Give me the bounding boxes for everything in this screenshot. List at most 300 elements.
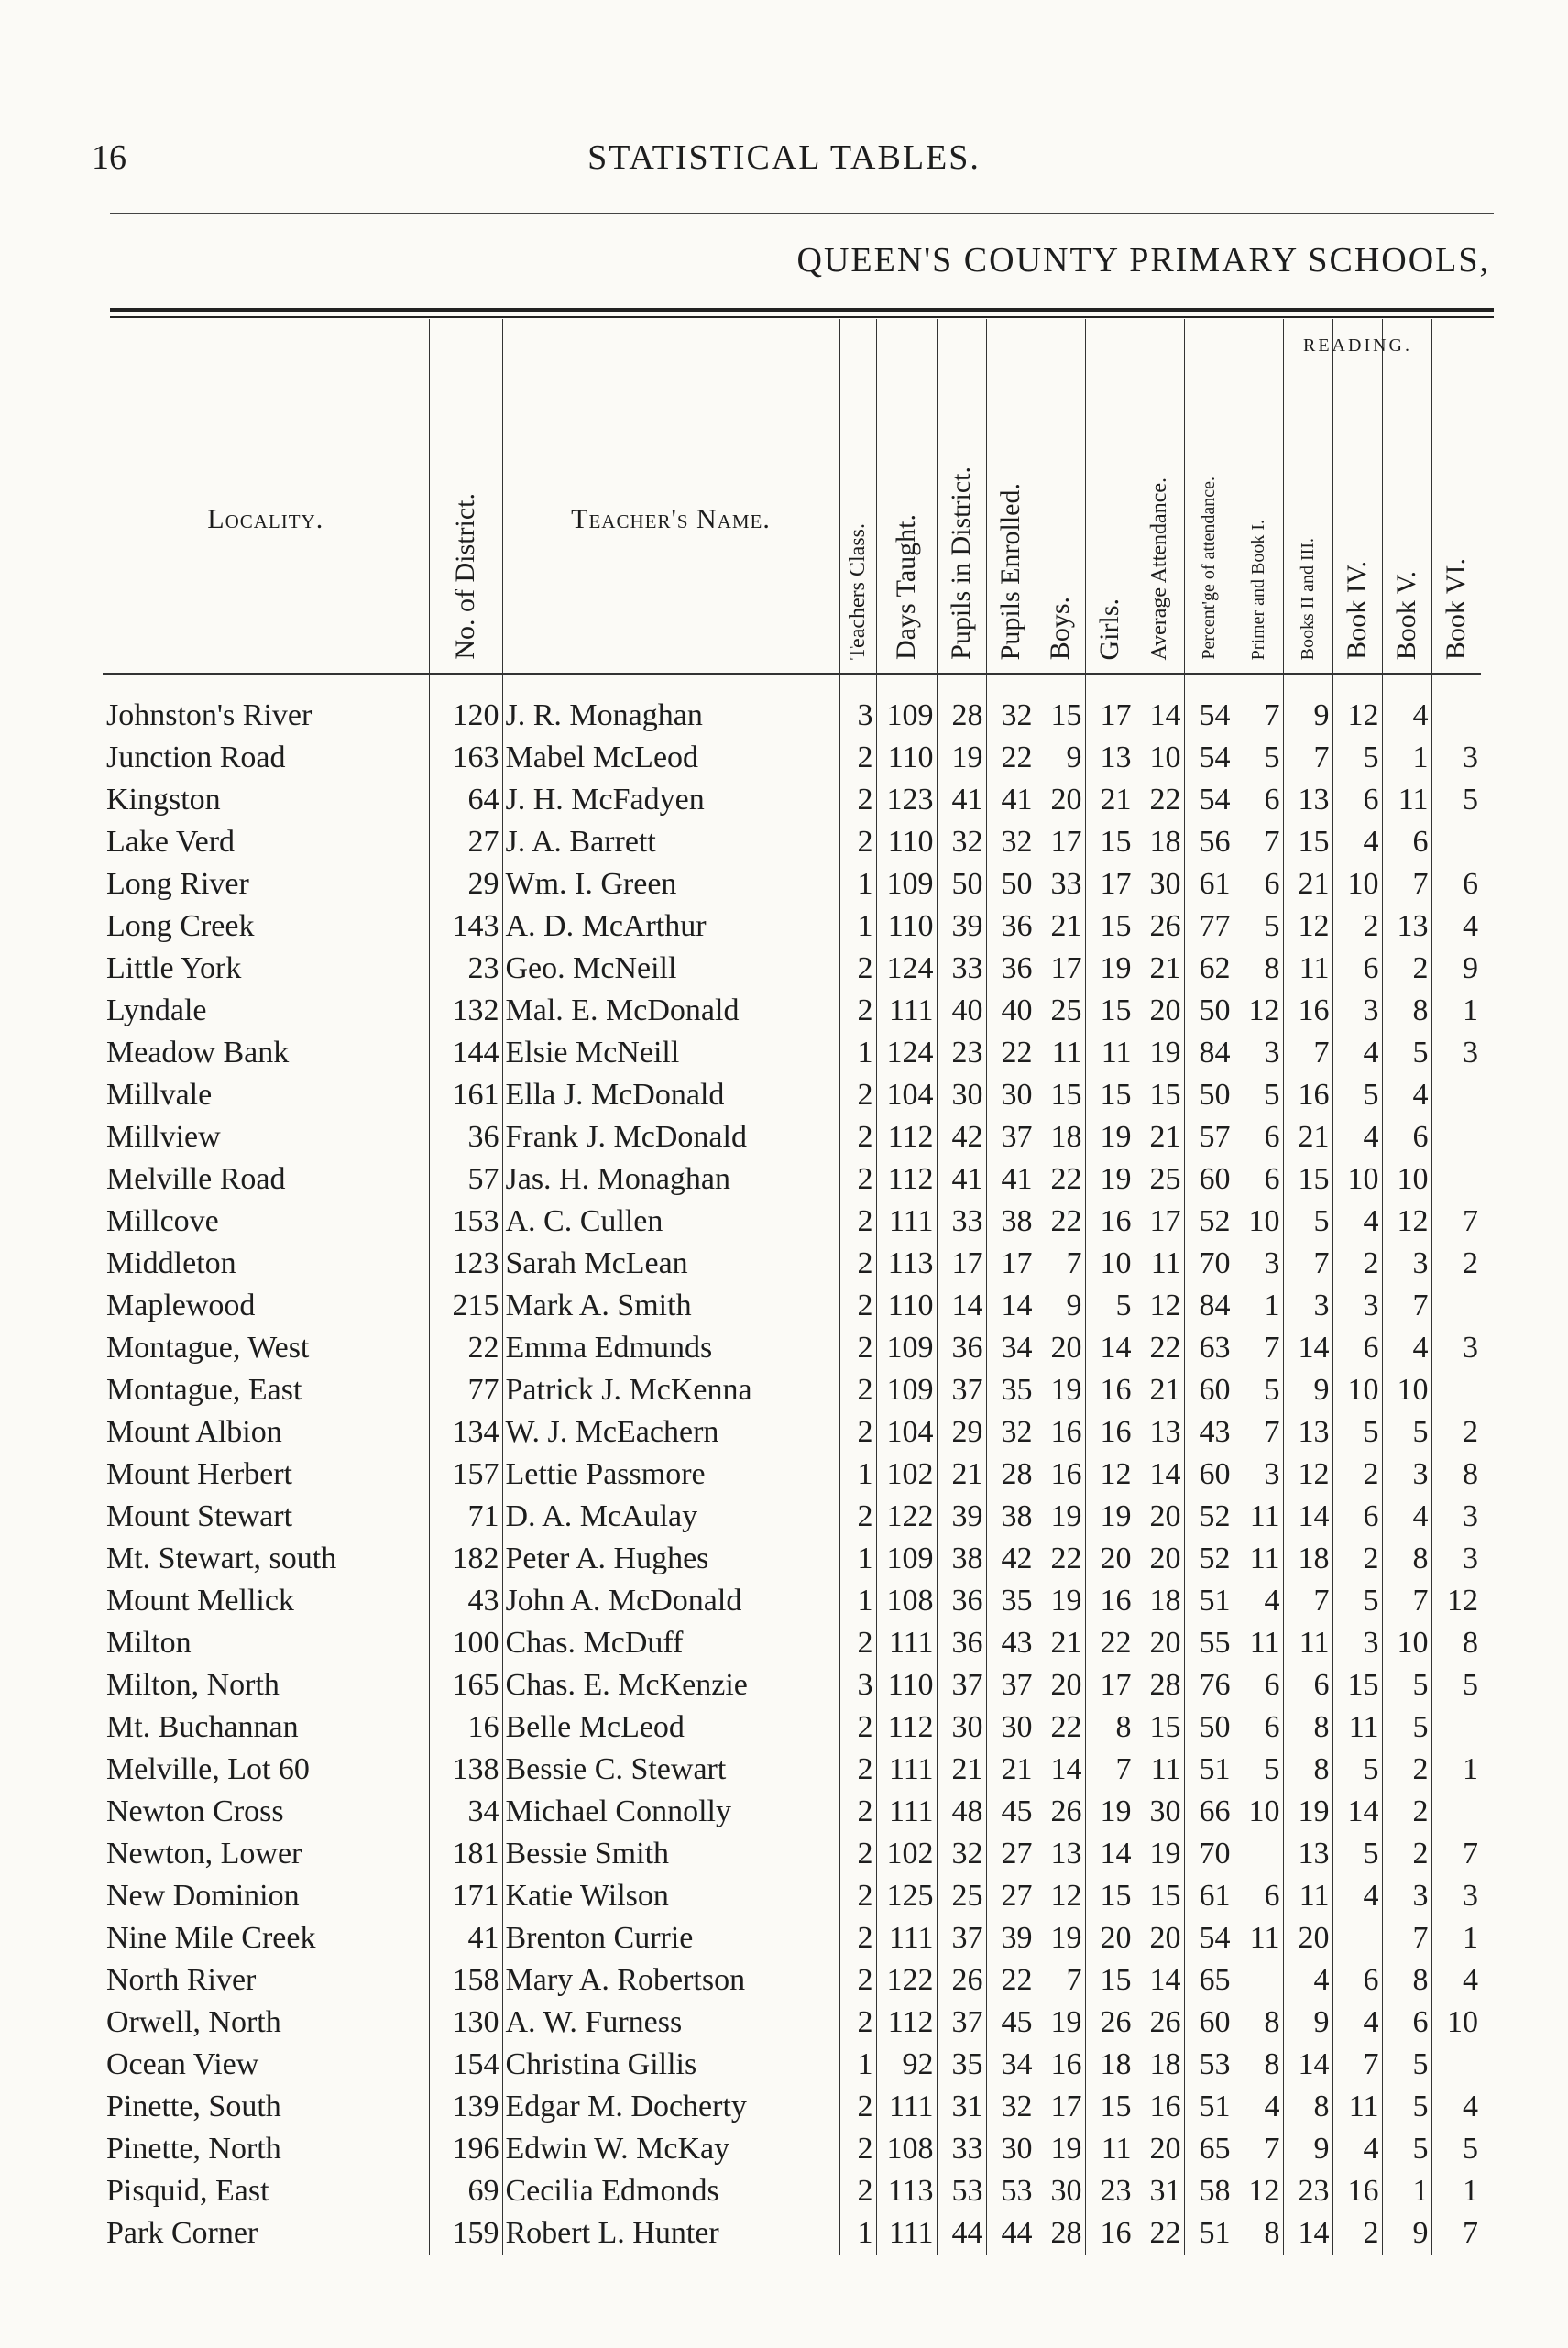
cell-girls: 16: [1085, 1201, 1135, 1243]
cell-girls: 17: [1085, 1664, 1135, 1706]
cell-days-taught: 104: [876, 1411, 937, 1454]
col-header-books-2-3: Books II and III.: [1283, 319, 1332, 674]
cell-pupils-district: 29: [937, 1411, 986, 1454]
cell-percent-attendance: 54: [1184, 674, 1234, 737]
cell-pupils-enrolled: 45: [986, 1791, 1036, 1833]
cell-primer: 5: [1234, 1749, 1283, 1791]
cell-girls: 22: [1085, 1622, 1135, 1664]
cell-primer: 3: [1234, 1454, 1283, 1496]
cell-district-no: 153: [429, 1201, 502, 1243]
cell-district-no: 16: [429, 1706, 502, 1749]
cell-days-taught: 104: [876, 1074, 937, 1116]
cell-pupils-district: 21: [937, 1454, 986, 1496]
cell-pupils-enrolled: 40: [986, 990, 1036, 1032]
cell-locality: Middleton: [106, 1246, 236, 1280]
cell-girls: 23: [1085, 2170, 1135, 2212]
cell-books-2-3: 3: [1283, 1285, 1332, 1327]
table-row: [103, 1664, 1481, 1706]
cell-pupils-district: 33: [937, 1201, 986, 1243]
cell-locality: Nine Mile Creek: [106, 1921, 316, 1955]
cell-primer: 10: [1234, 1201, 1283, 1243]
table-row: [103, 2044, 1481, 2086]
cell-boys: 7: [1036, 1959, 1085, 2002]
cell-girls: 20: [1085, 1917, 1135, 1959]
cell-avg-attendance: 16: [1135, 2086, 1184, 2128]
cell-avg-attendance: 15: [1135, 1074, 1184, 1116]
table-row: [103, 948, 1481, 990]
cell-teacher: Frank J. McDonald: [502, 1116, 839, 1158]
cell-book-6: [1431, 1116, 1481, 1158]
cell-books-2-3: 11: [1283, 948, 1332, 990]
cell-locality: Mount Stewart: [106, 1499, 293, 1533]
cell-days-taught: 113: [876, 1243, 937, 1285]
cell-teachers-class: 2: [839, 2128, 876, 2170]
cell-girls: 16: [1085, 1411, 1135, 1454]
cell-pupils-enrolled: 38: [986, 1201, 1036, 1243]
cell-boys: 19: [1036, 2002, 1085, 2044]
cell-district-no: 22: [429, 1327, 502, 1369]
cell-book-6: 7: [1431, 2212, 1481, 2255]
cell-teacher: Edwin W. McKay: [502, 2128, 839, 2170]
cell-percent-attendance: 51: [1184, 1580, 1234, 1622]
cell-book-6: 5: [1431, 2128, 1481, 2170]
cell-district-no: 143: [429, 905, 502, 948]
header-rule: [110, 213, 1494, 214]
cell-girls: 12: [1085, 1454, 1135, 1496]
cell-primer: 5: [1234, 1369, 1283, 1411]
table-row: [103, 1917, 1481, 1959]
cell-pupils-district: 39: [937, 1496, 986, 1538]
cell-primer: 5: [1234, 737, 1283, 779]
cell-pupils-district: 41: [937, 1158, 986, 1201]
cell-boys: 12: [1036, 1875, 1085, 1917]
cell-girls: 14: [1085, 1327, 1135, 1369]
cell-book-4: 5: [1332, 737, 1382, 779]
cell-book-6: 2: [1431, 1411, 1481, 1454]
cell-primer: 6: [1234, 1875, 1283, 1917]
cell-primer: 12: [1234, 990, 1283, 1032]
cell-pupils-district: 14: [937, 1285, 986, 1327]
cell-days-taught: 110: [876, 1664, 937, 1706]
cell-book-4: 6: [1332, 1959, 1382, 2002]
cell-book-6: 9: [1431, 948, 1481, 990]
cell-district-no: 29: [429, 863, 502, 905]
cell-pupils-district: 37: [937, 1664, 986, 1706]
cell-books-2-3: 6: [1283, 1664, 1332, 1706]
cell-days-taught: 112: [876, 1158, 937, 1201]
cell-pupils-enrolled: 34: [986, 1327, 1036, 1369]
cell-days-taught: 102: [876, 1833, 937, 1875]
cell-district-no: 215: [429, 1285, 502, 1327]
cell-boys: 16: [1036, 1411, 1085, 1454]
cell-days-taught: 111: [876, 2086, 937, 2128]
table-row: [103, 2170, 1481, 2212]
cell-teacher: Mabel McLeod: [502, 737, 839, 779]
cell-teachers-class: 2: [839, 1917, 876, 1959]
cell-days-taught: 112: [876, 1116, 937, 1158]
cell-pupils-district: 38: [937, 1538, 986, 1580]
cell-percent-attendance: 61: [1184, 1875, 1234, 1917]
cell-teachers-class: 2: [839, 1158, 876, 1201]
cell-book-6: [1431, 674, 1481, 737]
cell-avg-attendance: 22: [1135, 1327, 1184, 1369]
table-row: [103, 1959, 1481, 2002]
cell-avg-attendance: 11: [1135, 1243, 1184, 1285]
cell-primer: 4: [1234, 2086, 1283, 2128]
col-header-boys: Boys.: [1036, 319, 1085, 674]
cell-pupils-enrolled: 22: [986, 1959, 1036, 2002]
table-row: [103, 1032, 1481, 1074]
cell-days-taught: 110: [876, 737, 937, 779]
cell-pupils-enrolled: 38: [986, 1496, 1036, 1538]
cell-teachers-class: 2: [839, 1959, 876, 2002]
cell-boys: 9: [1036, 737, 1085, 779]
cell-district-no: 159: [429, 2212, 502, 2255]
cell-district-no: 36: [429, 1116, 502, 1158]
running-head: STATISTICAL TABLES.: [587, 138, 981, 177]
cell-pupils-district: 37: [937, 2002, 986, 2044]
cell-book-6: 7: [1431, 1833, 1481, 1875]
cell-book-5: 11: [1382, 779, 1431, 821]
cell-teachers-class: 2: [839, 1074, 876, 1116]
cell-locality: Milton, North: [106, 1668, 280, 1702]
col-header-teacher: Teacher's Name.: [502, 319, 839, 674]
cell-book-6: 4: [1431, 905, 1481, 948]
cell-books-2-3: 9: [1283, 1369, 1332, 1411]
cell-book-4: 16: [1332, 2170, 1382, 2212]
cell-teacher: Bessie C. Stewart: [502, 1749, 839, 1791]
cell-pupils-enrolled: 32: [986, 674, 1036, 737]
cell-book-5: 8: [1382, 1959, 1431, 2002]
cell-girls: 8: [1085, 1706, 1135, 1749]
cell-boys: 14: [1036, 1749, 1085, 1791]
cell-teachers-class: 2: [839, 1791, 876, 1833]
table-row: [103, 2002, 1481, 2044]
cell-girls: 15: [1085, 1959, 1135, 2002]
cell-percent-attendance: 55: [1184, 1622, 1234, 1664]
cell-pupils-enrolled: 50: [986, 863, 1036, 905]
cell-books-2-3: 7: [1283, 1032, 1332, 1074]
cell-locality: Mount Herbert: [106, 1457, 293, 1491]
cell-book-5: 2: [1382, 948, 1431, 990]
cell-avg-attendance: 13: [1135, 1411, 1184, 1454]
cell-pupils-enrolled: 43: [986, 1622, 1036, 1664]
cell-book-4: 5: [1332, 1749, 1382, 1791]
table-row: [103, 1369, 1481, 1411]
cell-books-2-3: 5: [1283, 1201, 1332, 1243]
cell-pupils-enrolled: 22: [986, 1032, 1036, 1074]
cell-pupils-district: 30: [937, 1706, 986, 1749]
col-header-district-no: No. of District.: [429, 319, 502, 674]
cell-pupils-district: 33: [937, 2128, 986, 2170]
cell-teacher: Chas. E. McKenzie: [502, 1664, 839, 1706]
cell-book-6: 8: [1431, 1622, 1481, 1664]
cell-district-no: 100: [429, 1622, 502, 1664]
table-row: [103, 737, 1481, 779]
col-header-book-5: Book V.: [1382, 319, 1431, 674]
cell-pupils-district: 33: [937, 948, 986, 990]
cell-teacher: Bessie Smith: [502, 1833, 839, 1875]
cell-book-4: 4: [1332, 1875, 1382, 1917]
cell-book-5: 12: [1382, 1201, 1431, 1243]
cell-teachers-class: 2: [839, 1833, 876, 1875]
cell-teachers-class: 2: [839, 2170, 876, 2212]
cell-teacher: D. A. McAulay: [502, 1496, 839, 1538]
cell-girls: 5: [1085, 1285, 1135, 1327]
cell-pupils-district: 17: [937, 1243, 986, 1285]
cell-book-6: [1431, 1074, 1481, 1116]
cell-pupils-district: 30: [937, 1074, 986, 1116]
cell-primer: 8: [1234, 2044, 1283, 2086]
cell-book-5: 4: [1382, 1327, 1431, 1369]
table-row: [103, 1580, 1481, 1622]
cell-books-2-3: 7: [1283, 737, 1332, 779]
cell-primer: 7: [1234, 1327, 1283, 1369]
cell-avg-attendance: 22: [1135, 779, 1184, 821]
cell-pupils-enrolled: 41: [986, 779, 1036, 821]
cell-teacher: Patrick J. McKenna: [502, 1369, 839, 1411]
cell-girls: 16: [1085, 2212, 1135, 2255]
cell-pupils-enrolled: 32: [986, 2086, 1036, 2128]
cell-locality: Long Creek: [106, 909, 255, 943]
cell-teacher: J. A. Barrett: [502, 821, 839, 863]
cell-book-5: 6: [1382, 821, 1431, 863]
cell-books-2-3: 13: [1283, 1833, 1332, 1875]
cell-avg-attendance: 18: [1135, 2044, 1184, 2086]
table-top-rule: [110, 308, 1494, 312]
cell-books-2-3: 9: [1283, 2002, 1332, 2044]
cell-boys: 19: [1036, 1580, 1085, 1622]
cell-avg-attendance: 20: [1135, 1917, 1184, 1959]
cell-days-taught: 110: [876, 821, 937, 863]
table-row: [103, 1327, 1481, 1369]
cell-book-6: 8: [1431, 1454, 1481, 1496]
col-header-book-6: Book VI.: [1431, 319, 1481, 674]
cell-pupils-enrolled: 35: [986, 1580, 1036, 1622]
cell-boys: 19: [1036, 1496, 1085, 1538]
cell-pupils-enrolled: 39: [986, 1917, 1036, 1959]
cell-teachers-class: 3: [839, 674, 876, 737]
cell-locality: Montague, West: [106, 1331, 310, 1365]
cell-boys: 21: [1036, 1622, 1085, 1664]
cell-books-2-3: 9: [1283, 674, 1332, 737]
cell-boys: 25: [1036, 990, 1085, 1032]
cell-teacher: Cecilia Edmonds: [502, 2170, 839, 2212]
table-row: [103, 1496, 1481, 1538]
cell-teacher: Jas. H. Monaghan: [502, 1158, 839, 1201]
cell-girls: 19: [1085, 1496, 1135, 1538]
cell-locality: Millview: [106, 1120, 221, 1154]
cell-girls: 19: [1085, 1791, 1135, 1833]
cell-locality: Lake Verd: [106, 825, 236, 859]
cell-percent-attendance: 50: [1184, 1074, 1234, 1116]
cell-books-2-3: 4: [1283, 1959, 1332, 2002]
cell-locality: Pisquid, East: [106, 2174, 269, 2208]
table-row: [103, 1875, 1481, 1917]
cell-book-4: 4: [1332, 2128, 1382, 2170]
cell-teacher: Emma Edmunds: [502, 1327, 839, 1369]
table-row: [103, 1454, 1481, 1496]
cell-teacher: Michael Connolly: [502, 1791, 839, 1833]
cell-avg-attendance: 19: [1135, 1032, 1184, 1074]
cell-book-4: 11: [1332, 1706, 1382, 1749]
cell-book-5: 4: [1382, 1074, 1431, 1116]
cell-avg-attendance: 22: [1135, 2212, 1184, 2255]
cell-boys: 18: [1036, 1116, 1085, 1158]
cell-teacher: Geo. McNeill: [502, 948, 839, 990]
col-header-primer: READING. Primer and Book I.: [1234, 319, 1283, 674]
cell-percent-attendance: 57: [1184, 1116, 1234, 1158]
cell-girls: 15: [1085, 905, 1135, 948]
cell-pupils-enrolled: 44: [986, 2212, 1036, 2255]
cell-days-taught: 110: [876, 1285, 937, 1327]
table-row: [103, 1706, 1481, 1749]
col-header-days-taught: Days Taught.: [876, 319, 937, 674]
cell-avg-attendance: 25: [1135, 1158, 1184, 1201]
cell-avg-attendance: 10: [1135, 737, 1184, 779]
cell-teachers-class: 2: [839, 1201, 876, 1243]
col-header-girls: Girls.: [1085, 319, 1135, 674]
cell-percent-attendance: 60: [1184, 1158, 1234, 1201]
cell-teachers-class: 2: [839, 2002, 876, 2044]
cell-district-no: 196: [429, 2128, 502, 2170]
table-row: [103, 1116, 1481, 1158]
cell-book-4: 2: [1332, 1538, 1382, 1580]
col-header-pupils-enrolled: Pupils Enrolled.: [986, 319, 1036, 674]
cell-girls: 15: [1085, 1074, 1135, 1116]
section-title: QUEEN'S COUNTY PRIMARY SCHOOLS,: [796, 241, 1490, 280]
cell-pupils-district: 32: [937, 1833, 986, 1875]
cell-boys: 15: [1036, 1074, 1085, 1116]
col-header-pupils-district: Pupils in District.: [937, 319, 986, 674]
cell-days-taught: 111: [876, 1201, 937, 1243]
cell-books-2-3: 18: [1283, 1538, 1332, 1580]
cell-book-5: 5: [1382, 1706, 1431, 1749]
cell-primer: 11: [1234, 1538, 1283, 1580]
cell-books-2-3: 7: [1283, 1580, 1332, 1622]
cell-pupils-district: 25: [937, 1875, 986, 1917]
cell-teachers-class: 2: [839, 1243, 876, 1285]
cell-books-2-3: 14: [1283, 1327, 1332, 1369]
cell-avg-attendance: 30: [1135, 863, 1184, 905]
cell-teachers-class: 1: [839, 863, 876, 905]
cell-teachers-class: 2: [839, 1285, 876, 1327]
cell-percent-attendance: 58: [1184, 2170, 1234, 2212]
cell-books-2-3: 7: [1283, 1243, 1332, 1285]
cell-book-4: 5: [1332, 1580, 1382, 1622]
cell-days-taught: 113: [876, 2170, 937, 2212]
cell-book-6: 3: [1431, 1327, 1481, 1369]
cell-book-4: 7: [1332, 2044, 1382, 2086]
cell-locality: Lyndale: [106, 993, 207, 1027]
cell-district-no: 165: [429, 1664, 502, 1706]
cell-primer: 1: [1234, 1285, 1283, 1327]
cell-book-5: 8: [1382, 1538, 1431, 1580]
cell-percent-attendance: 53: [1184, 2044, 1234, 2086]
cell-book-5: 7: [1382, 1580, 1431, 1622]
cell-avg-attendance: 20: [1135, 1622, 1184, 1664]
cell-percent-attendance: 51: [1184, 1749, 1234, 1791]
cell-book-5: 3: [1382, 1875, 1431, 1917]
cell-district-no: 71: [429, 1496, 502, 1538]
cell-days-taught: 111: [876, 990, 937, 1032]
cell-district-no: 144: [429, 1032, 502, 1074]
cell-girls: 10: [1085, 1243, 1135, 1285]
cell-teachers-class: 2: [839, 1875, 876, 1917]
cell-district-no: 27: [429, 821, 502, 863]
cell-pupils-enrolled: 41: [986, 1158, 1036, 1201]
cell-book-6: 12: [1431, 1580, 1481, 1622]
cell-boys: 19: [1036, 2128, 1085, 2170]
cell-book-4: 6: [1332, 1327, 1382, 1369]
cell-percent-attendance: 61: [1184, 863, 1234, 905]
cell-days-taught: 110: [876, 905, 937, 948]
cell-district-no: 34: [429, 1791, 502, 1833]
cell-pupils-enrolled: 35: [986, 1369, 1036, 1411]
cell-percent-attendance: 70: [1184, 1833, 1234, 1875]
cell-pupils-enrolled: 42: [986, 1538, 1036, 1580]
cell-primer: 6: [1234, 1664, 1283, 1706]
cell-teachers-class: 2: [839, 948, 876, 990]
cell-primer: 11: [1234, 1622, 1283, 1664]
cell-district-no: 130: [429, 2002, 502, 2044]
cell-days-taught: 108: [876, 1580, 937, 1622]
col-header-percent-attendance: Percent'ge of attendance.: [1184, 319, 1234, 674]
cell-pupils-enrolled: 14: [986, 1285, 1036, 1327]
cell-pupils-district: 36: [937, 1622, 986, 1664]
cell-girls: 11: [1085, 2128, 1135, 2170]
cell-pupils-district: 41: [937, 779, 986, 821]
cell-locality: Orwell, North: [106, 2005, 281, 2039]
cell-district-no: 23: [429, 948, 502, 990]
cell-percent-attendance: 54: [1184, 1917, 1234, 1959]
table-row: [103, 863, 1481, 905]
cell-boys: 20: [1036, 1664, 1085, 1706]
cell-district-no: 69: [429, 2170, 502, 2212]
cell-boys: 11: [1036, 1032, 1085, 1074]
cell-district-no: 41: [429, 1917, 502, 1959]
cell-avg-attendance: 31: [1135, 2170, 1184, 2212]
cell-teachers-class: 2: [839, 821, 876, 863]
cell-avg-attendance: 19: [1135, 1833, 1184, 1875]
cell-days-taught: 112: [876, 1706, 937, 1749]
cell-book-5: 1: [1382, 737, 1431, 779]
cell-avg-attendance: 30: [1135, 1791, 1184, 1833]
cell-books-2-3: 8: [1283, 1706, 1332, 1749]
cell-book-6: 4: [1431, 1959, 1481, 2002]
cell-primer: 5: [1234, 905, 1283, 948]
table-header-row: [103, 319, 1481, 674]
cell-percent-attendance: 50: [1184, 990, 1234, 1032]
cell-locality: New Dominion: [106, 1879, 300, 1913]
cell-percent-attendance: 52: [1184, 1201, 1234, 1243]
cell-locality: Ocean View: [106, 2047, 259, 2081]
cell-locality: Millvale: [106, 1078, 213, 1112]
cell-pupils-enrolled: 30: [986, 2128, 1036, 2170]
cell-book-4: 14: [1332, 1791, 1382, 1833]
cell-boys: 22: [1036, 1538, 1085, 1580]
cell-book-4: 3: [1332, 1285, 1382, 1327]
cell-primer: 7: [1234, 1411, 1283, 1454]
cell-book-6: [1431, 1791, 1481, 1833]
cell-girls: 15: [1085, 1875, 1135, 1917]
cell-days-taught: 109: [876, 863, 937, 905]
cell-pupils-district: 44: [937, 2212, 986, 2255]
cell-primer: 8: [1234, 2002, 1283, 2044]
table-row: [103, 1158, 1481, 1201]
cell-book-5: 2: [1382, 1791, 1431, 1833]
cell-percent-attendance: 66: [1184, 1791, 1234, 1833]
